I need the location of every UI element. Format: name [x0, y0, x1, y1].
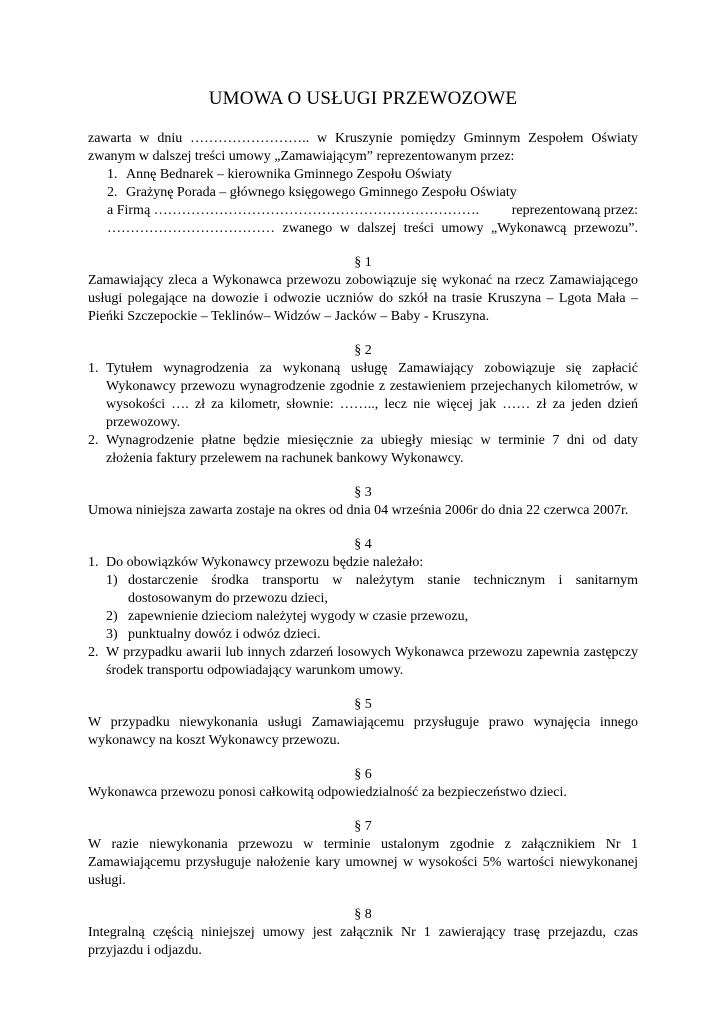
sub-list-item-text: zapewnienie dzieciom należytej wygody w czasie przewozu, — [128, 609, 469, 624]
sub-list-item — [106, 608, 638, 626]
document-page — [88, 88, 638, 960]
representatives-list — [107, 166, 638, 202]
sub-list-item-text: dostarczenie środka transportu w należytym stanie technicznym i sanitarnym dostosowanym do przewozu dzieci, — [128, 573, 638, 606]
sub-list-item-number: 3) — [106, 627, 118, 642]
section-heading: § 3 — [354, 485, 372, 500]
list-item-text: Tytułem wynagrodzenia za wykonaną usługę Zamawiający zobowiązuje się zapłacić Wykonawcy przewozu wynagrodzenie zgodnie z zestawieniem przejechanych kilometrów, w wysokości …. zł za kilometr, słownie: …….., lecz nie więcej jak …… zł za jeden dzień przewozowy. — [106, 361, 638, 430]
section-6 — [88, 766, 638, 802]
section-text: Zamawiający zleca a Wykonawca przewozu zobowiązuje się wykonać na rzecz Zamawiającego usługi polegające na dowozie i odwozie uczniów do szkół na trasie Kruszyna – Lgota Mała – Pieńki Szczepockie – Teklinów– Widzów – Jacków – Baby - Kruszyna. — [88, 273, 638, 324]
section-text: W przypadku niewykonania usługi Zamawiającemu przysługuje prawo wynajęcia innego wykonawcy na koszt Wykonawcy przewozu. — [88, 715, 638, 748]
section-8 — [88, 906, 638, 960]
section-heading: § 4 — [354, 537, 372, 552]
section-heading: § 2 — [354, 343, 372, 358]
list-item — [107, 166, 638, 184]
contractor-block — [107, 202, 638, 238]
sub-list — [106, 572, 638, 644]
intro-text: zawarta w dniu …………………….. w Kruszynie pomiędzy Gminnym Zespołem Oświaty zwanym w dalszej treści umowy „Zamawiającym” reprezentowanym przez: — [88, 131, 638, 164]
section-heading: § 1 — [354, 255, 372, 270]
list-item-number: 2. — [88, 645, 99, 660]
section-text: Umowa niniejsza zawarta zostaje na okres od dnia 04 września 2006r do dnia 22 czerwca 2007r. — [88, 503, 629, 518]
contractor-line-2: ……………………………… zwanego w dalszej treści umowy „Wykonawcą przewozu”. — [107, 221, 638, 236]
list-item-number: 1. — [88, 555, 99, 570]
section-4 — [88, 536, 638, 680]
section-heading: § 8 — [354, 907, 372, 922]
sub-list-item — [106, 626, 638, 644]
document-title: UMOWA O USŁUGI PRZEWOZOWE — [208, 88, 518, 109]
section-text: Integralną częścią niniejszej umowy jest załącznik Nr 1 zawierający trasę przejazdu, czas przyjazdu i odjazdu. — [88, 925, 638, 958]
section-heading: § 6 — [354, 767, 372, 782]
section-heading: § 7 — [354, 819, 372, 834]
contractor-line-end: reprezentowaną przez: — [511, 203, 638, 218]
list-item-number: 2. — [88, 433, 99, 448]
section-heading: § 5 — [354, 697, 372, 712]
list-item-text: Annę Bednarek – kierownika Gminnego Zespołu Oświaty — [126, 167, 452, 182]
section-2 — [88, 342, 638, 468]
list-item — [107, 184, 638, 202]
section-list — [88, 360, 638, 468]
section-5 — [88, 696, 638, 750]
section-1 — [88, 254, 638, 326]
sub-list-item-text: punktualny dowóz i odwóz dzieci. — [128, 627, 321, 642]
section-list — [88, 554, 638, 680]
list-item — [88, 554, 638, 644]
section-7 — [88, 818, 638, 890]
list-item-number: 1. — [107, 167, 118, 182]
sub-list-item-number: 2) — [106, 609, 118, 624]
contractor-line-start: a Firmą ……………………………………………………………. — [107, 203, 480, 218]
sub-list-item-number: 1) — [106, 573, 118, 588]
sub-list-item — [106, 572, 638, 608]
list-item — [88, 644, 638, 680]
list-item-text: Grażynę Porada – głównego księgowego Gminnego Zespołu Oświaty — [126, 185, 517, 200]
section-3 — [88, 484, 638, 520]
list-item-number: 1. — [88, 361, 99, 376]
section-text: W razie niewykonania przewozu w terminie ustalonym zgodnie z załącznikiem Nr 1 Zamawiającemu przysługuje nałożenie kary umownej w wysokości 5% wartości niewykonanej usługi. — [88, 837, 638, 888]
section-text: Wykonawca przewozu ponosi całkowitą odpowiedzialność za bezpieczeństwo dzieci. — [88, 785, 567, 800]
list-item — [88, 360, 638, 432]
list-item-number: 2. — [107, 185, 118, 200]
list-item-text: W przypadku awarii lub innych zdarzeń losowych Wykonawca przewozu zapewnia zastępczy środek transportu odpowiadający warunkom umowy. — [106, 645, 638, 678]
list-item-text: Wynagrodzenie płatne będzie miesięcznie za ubiegły miesiąc w terminie 7 dni od daty złożenia faktury przelewem na rachunek bankowy Wykonawcy. — [106, 433, 638, 466]
list-item — [88, 432, 638, 468]
list-item-text: Do obowiązków Wykonawcy przewozu będzie należało: — [106, 555, 424, 570]
intro-section — [88, 130, 638, 238]
